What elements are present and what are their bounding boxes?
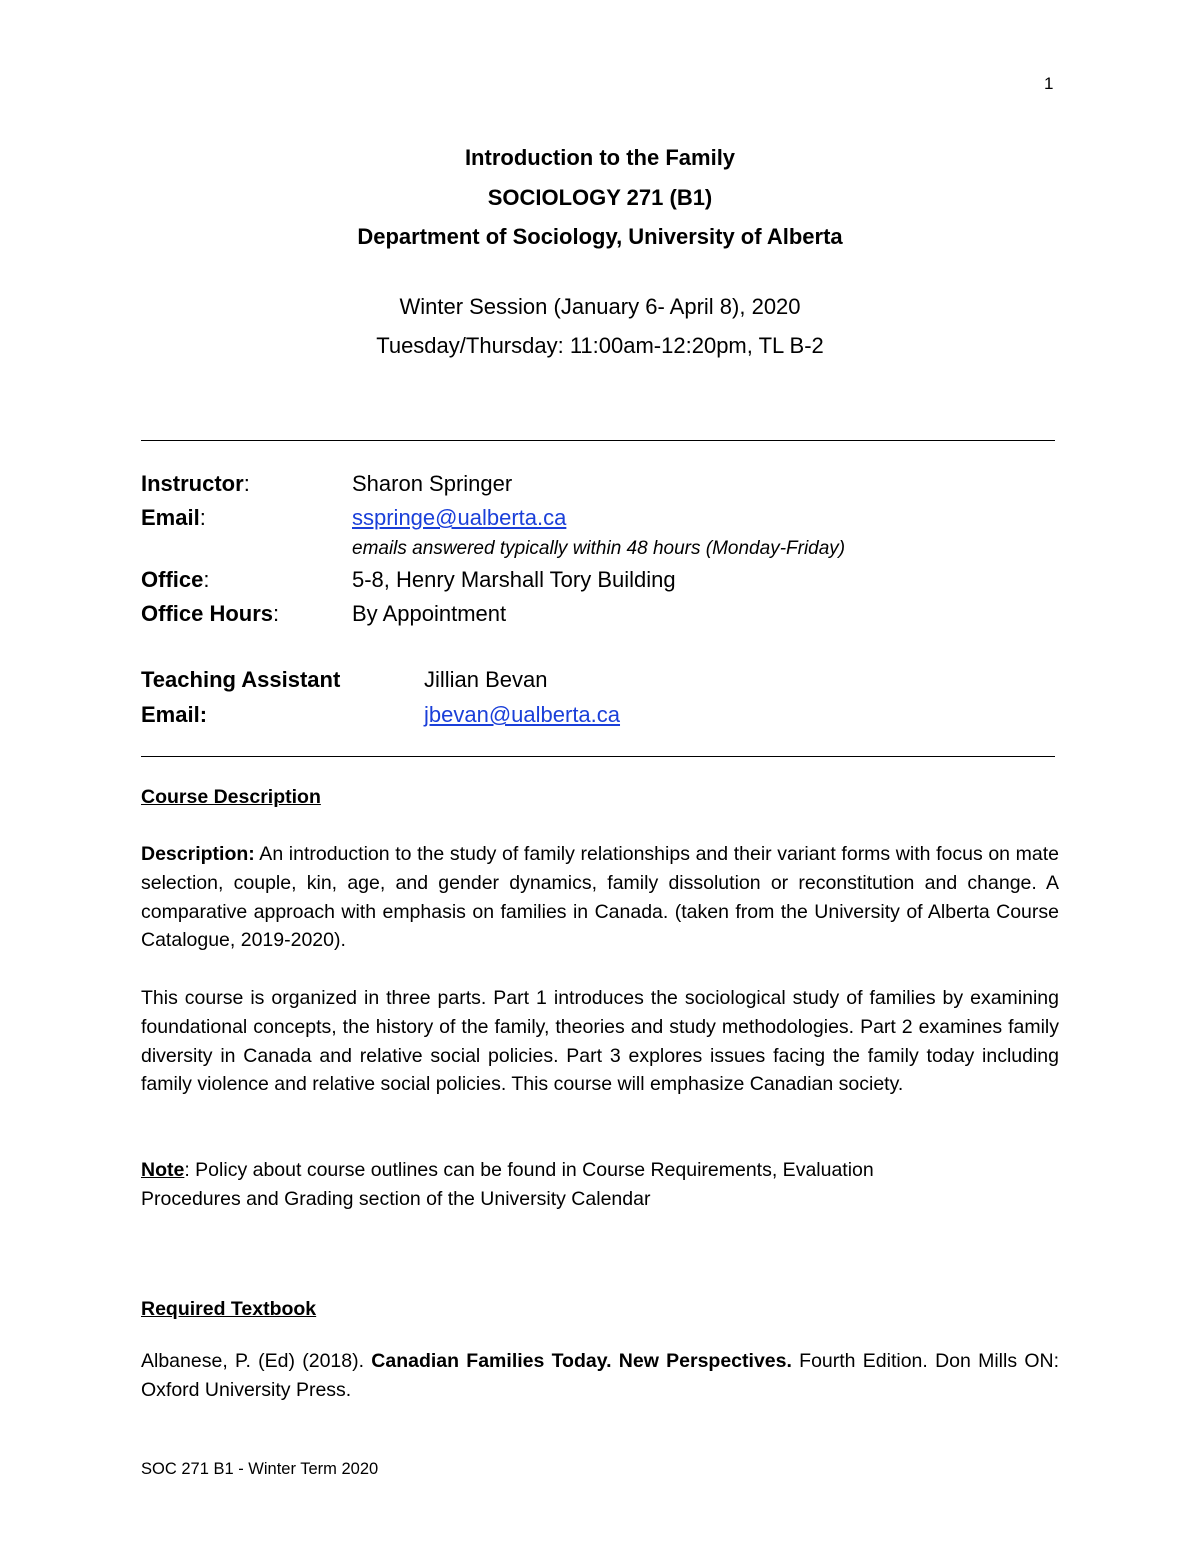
textbook-details: Fourth Edition. Don Mills ON: Oxford University Press. [141,1350,1060,1401]
ta-email-link[interactable]: jbevan@ualberta.ca [424,702,621,727]
office-hours-label: Office Hours: [141,601,280,626]
top-divider [141,440,1055,441]
bottom-divider [141,756,1055,757]
textbook-author: Albanese, P. (Ed) (2018). [141,1350,372,1372]
textbook-title: Canadian Families Today. New Perspectives. [371,1350,792,1372]
office-hours-value: By Appointment [352,601,507,626]
note-label: Note [141,1159,185,1181]
office-value: 5-8, Henry Marshall Tory Building [352,567,676,592]
page-number: 1 [1044,74,1054,93]
textbook-citation [141,1347,1059,1405]
description-paragraph [141,840,1059,955]
ta-email-label: Email: [141,702,208,727]
note-text: : Policy about course outlines can be found in Course Requirements, Evaluation Procedures and Grading section of the University Calendar [141,1159,874,1210]
instructor-email-link[interactable]: sspringe@ualberta.ca [352,505,567,530]
department: Department of Sociology, University of Alberta [357,224,843,249]
session: Winter Session (January 6- April 8), 2020 [399,294,801,319]
course-title: Introduction to the Family [464,145,736,170]
schedule: Tuesday/Thursday: 11:00am-12:20pm, TL B-2 [376,333,824,358]
course-description-heading: Course Description [141,786,321,808]
email-response-note: emails answered typically within 48 hours (Monday-Friday) [352,538,846,559]
instructor-label: Instructor: [141,471,250,496]
email-label: Email: [141,505,206,530]
organization-paragraph: This course is organized in three parts. Part 1 introduces the sociological study of families by examining foundational concepts, the history of the family, theories and study methodologies. Part 2 examines family diversity in Canada and relative social policies. Part 3 explores issues facing the family today including family violence and relative social policies. This course will emphasize Canadian society. [141,987,1059,1096]
ta-name: Jillian Bevan [424,667,548,692]
note-paragraph [141,1156,971,1214]
page-footer: SOC 271 B1 - Winter Term 2020 [141,1460,379,1478]
instructor-name: Sharon Springer [352,471,513,496]
office-label: Office: [141,567,210,592]
description-label: Description: [141,843,255,865]
description-text: An introduction to the study of family relationships and their variant forms with focus on mate selection, couple, kin, age, and gender dynamics, family dissolution or reconstitution and change. A comparative approach with emphasis on families in Canada. (taken from the University of Alberta Course Catalogue, 2019-2020). [141,843,1059,952]
course-code: SOCIOLOGY 271 (B1) [487,185,713,210]
required-textbook-heading: Required Textbook [141,1298,317,1320]
ta-label: Teaching Assistant [141,667,341,692]
